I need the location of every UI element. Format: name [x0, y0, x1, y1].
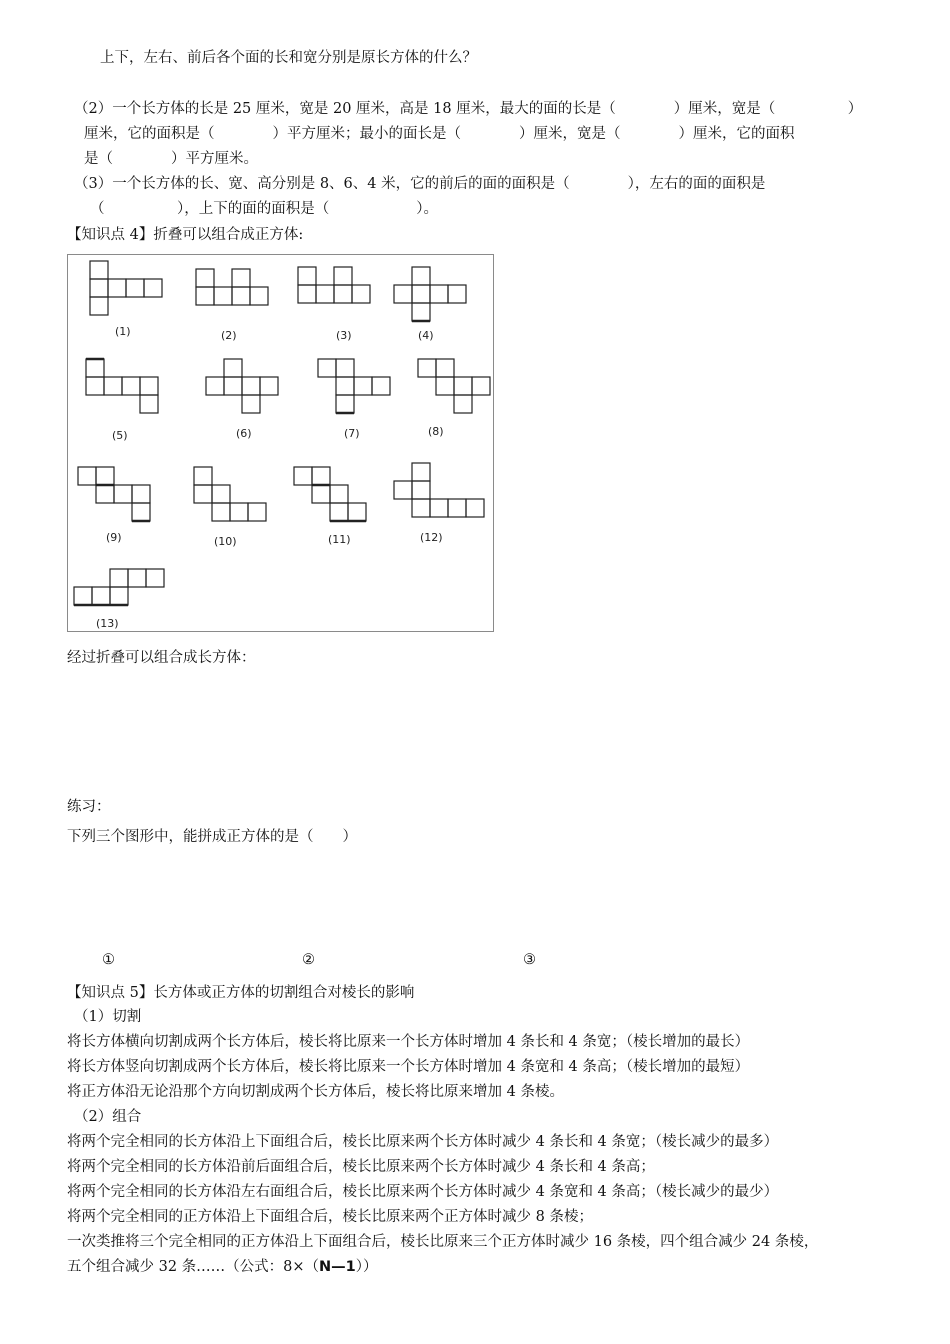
net-6	[206, 359, 278, 413]
net-11	[294, 467, 366, 521]
net-label-5: (5)	[112, 429, 128, 442]
exercise-2-line-1: （2）一个长方体的长是 25 厘米，宽是 20 厘米，高是 18 厘米，最大的面的长是（ ）厘米，宽是（ ）	[74, 101, 863, 117]
combining-rule-5: 一次类推将三个完全相同的正方体沿上下面组合后，棱长比原来三个正方体时减少 16 条棱，四个组合减少 24 条棱，	[67, 1234, 819, 1250]
option-3-marker: ③	[523, 952, 536, 968]
net-label-13: (13)	[96, 617, 119, 630]
option-2-marker: ②	[302, 952, 315, 968]
net-7	[318, 359, 390, 413]
cutting-rule-2: 将长方体竖向切割成两个长方体后，棱长将比原来一个长方体时增加 4 条宽和 4 条高；（棱长增加的最短）	[67, 1059, 750, 1075]
formula-line	[67, 1257, 378, 1277]
net-label-9: (9)	[106, 531, 122, 544]
net-label-2: (2)	[221, 329, 237, 342]
net-label-1: (1)	[115, 325, 131, 338]
exercise-2-line-2: 厘米，它的面积是（ ）平方厘米；最小的面长是（ ）厘米，宽是（ ）厘米，它的面积	[84, 126, 795, 142]
option-1-marker: ①	[102, 952, 115, 968]
knowledge-point-5-heading: 【知识点 5】长方体或正方体的切割组合对棱长的影响	[67, 985, 415, 1001]
practice-question: 下列三个图形中，能拼成正方体的是（ ）	[67, 829, 357, 845]
net-label-11: (11)	[328, 533, 351, 546]
formula-prefix: 五个组合减少 32 条……（公式：8×（	[67, 1259, 320, 1275]
net-1	[90, 261, 162, 315]
cube-nets-diagram	[68, 255, 493, 631]
combining-rule-4: 将两个完全相同的正方体沿上下面组合后，棱长比原来两个正方体时减少 8 条棱；	[67, 1209, 593, 1225]
net-label-12: (12)	[420, 531, 443, 544]
net-label-8: (8)	[428, 425, 444, 438]
combining-rule-3: 将两个完全相同的长方体沿左右面组合后，棱长比原来两个长方体时减少 4 条宽和 4 条高；（棱长减少的最少）	[67, 1184, 779, 1200]
net-12	[394, 463, 484, 517]
cuboid-folding-heading: 经过折叠可以组合成长方体：	[67, 650, 256, 666]
combining-subheading: （2）组合	[74, 1109, 142, 1125]
knowledge-point-4-heading: 【知识点 4】折叠可以组合成正方体:	[67, 227, 304, 243]
cube-nets-figure	[67, 254, 494, 632]
net-13	[74, 569, 164, 605]
net-10	[194, 467, 266, 521]
cutting-rule-1: 将长方体横向切割成两个长方体后，棱长将比原来一个长方体时增加 4 条长和 4 条宽；（棱长增加的最长）	[67, 1034, 750, 1050]
net-9	[78, 467, 150, 521]
combining-rule-2: 将两个完全相同的长方体沿前后面组合后，棱长比原来两个长方体时减少 4 条长和 4 条高；	[67, 1159, 655, 1175]
net-label-4: (4)	[418, 329, 434, 342]
net-8	[418, 359, 490, 413]
net-label-10: (10)	[214, 535, 237, 548]
net-label-6: (6)	[236, 427, 252, 440]
question-text: 上下，左右、前后各个面的长和宽分别是原长方体的什么？	[100, 50, 477, 66]
exercise-3-line-2: （ ），上下的面的面积是（ ）。	[90, 201, 438, 217]
net-5	[86, 359, 158, 413]
formula-suffix: ））	[355, 1259, 378, 1275]
combining-rule-1: 将两个完全相同的长方体沿上下面组合后，棱长比原来两个长方体时减少 4 条长和 4 条宽；（棱长减少的最多）	[67, 1134, 779, 1150]
exercise-2-line-3: 是（ ）平方厘米。	[84, 151, 258, 167]
cutting-rule-3: 将正方体沿无论沿那个方向切割成两个长方体后，棱长将比原来增加 4 条棱。	[67, 1084, 564, 1100]
net-2	[196, 269, 268, 305]
exercise-3-line-1: （3）一个长方体的长、宽、高分别是 8、6、4 米，它的前后的面的面积是（ ），左右的面的面积是	[74, 176, 766, 192]
net-3	[298, 267, 370, 303]
net-label-3: (3)	[336, 329, 352, 342]
cutting-subheading: （1）切割	[74, 1009, 142, 1025]
net-4	[394, 267, 466, 321]
formula-variable: N—1	[319, 1259, 356, 1275]
net-label-7: (7)	[344, 427, 360, 440]
practice-heading: 练习：	[67, 799, 111, 815]
